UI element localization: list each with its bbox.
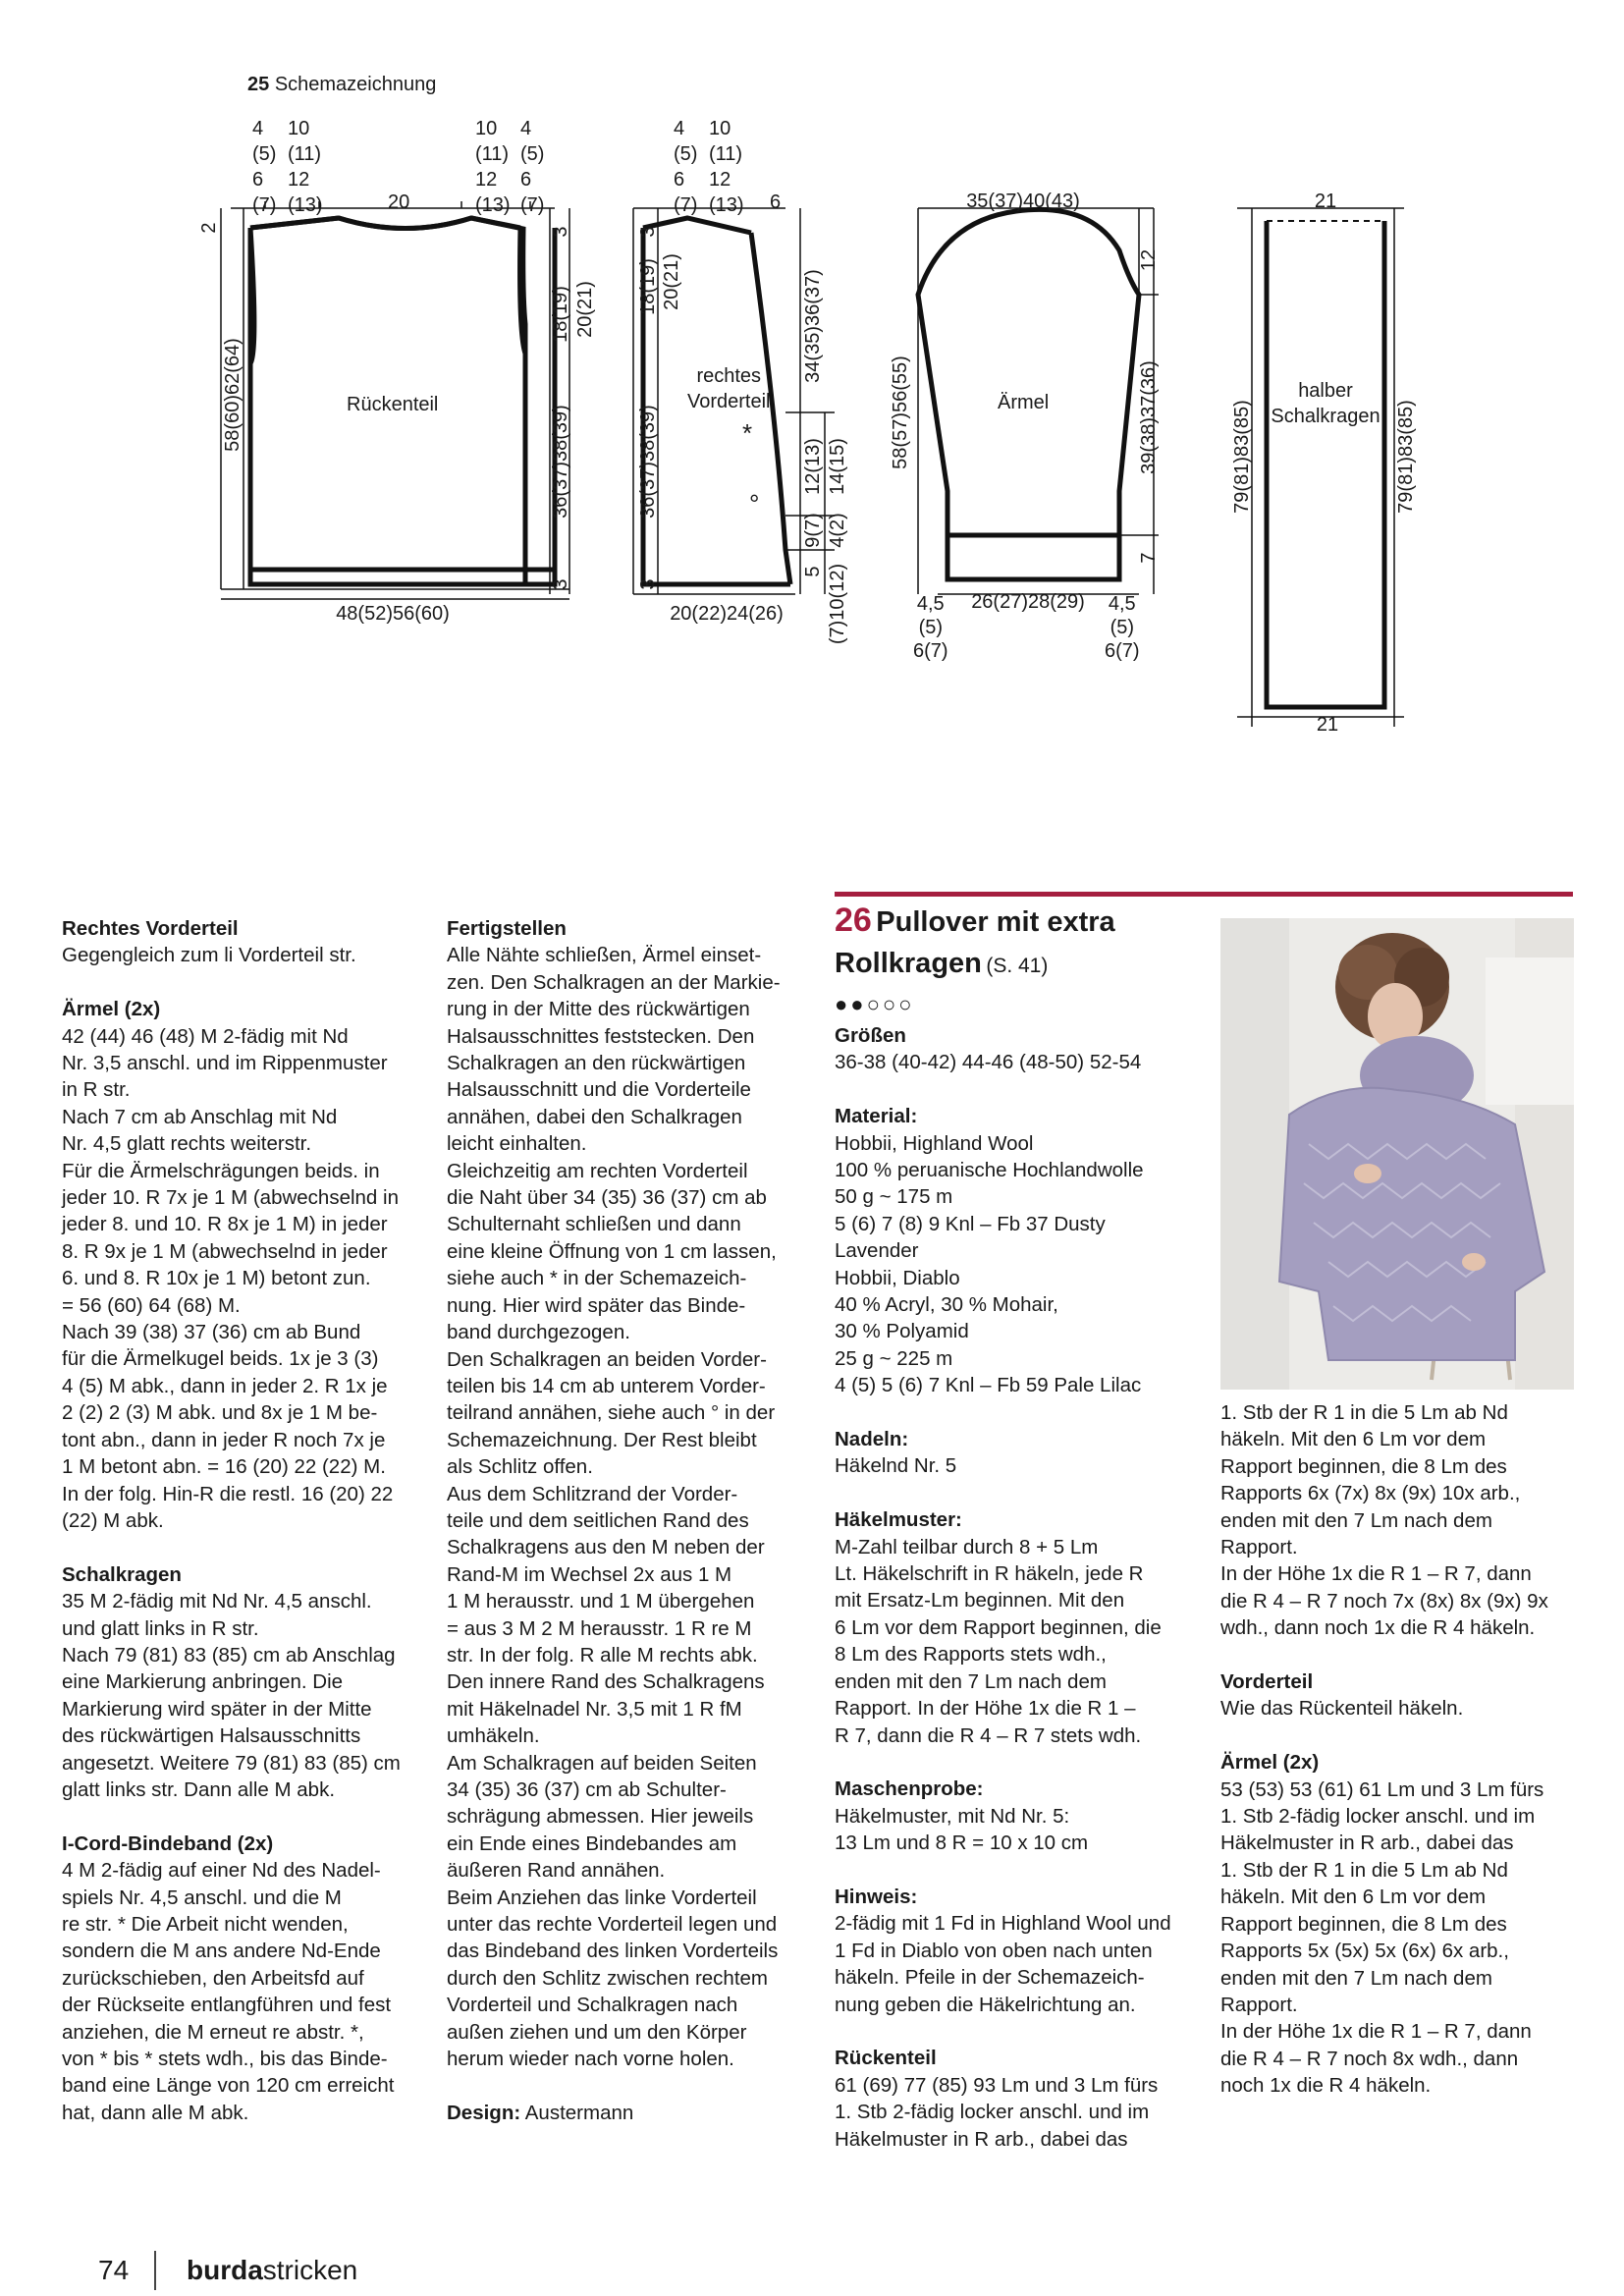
- text-line: 34 (35) 36 (37) cm ab Schulter-: [447, 1778, 727, 1801]
- text-line: Häkelmuster in R arb., dabei das: [1220, 1831, 1514, 1855]
- text-line: 36-38 (40-42) 44-46 (48-50) 52-54: [835, 1051, 1142, 1074]
- section-heading: Schalkragen: [62, 1562, 182, 1586]
- text-line: Häkelmuster in R arb., dabei das: [835, 2127, 1128, 2151]
- sleeve-bottom-right-labels: 4,5 (5) 6(7): [1105, 593, 1140, 662]
- text-line: in R str.: [62, 1078, 131, 1102]
- back-right-shoulder: [471, 218, 520, 228]
- text-line: durch den Schlitz zwischen rechtem: [447, 1966, 769, 1990]
- text-line: ein Ende eines Bindebandes am: [447, 1831, 737, 1855]
- brand-bold: burda: [187, 2255, 263, 2285]
- text-line: angesetzt. Weitere 79 (81) 83 (85) cm: [62, 1751, 401, 1775]
- text-line: 4 (5) M abk., dann in jeder 2. R 1x je: [62, 1374, 388, 1397]
- text-section: [1220, 1399, 1594, 1642]
- text-line: = 56 (60) 64 (68) M.: [62, 1293, 241, 1317]
- text-line: schrägung abmessen. Hier jeweils: [447, 1805, 754, 1829]
- text-line: Halsausschnittes feststecken. Den: [447, 1024, 755, 1048]
- text-line: von * bis * stets wdh., bis das Binde-: [62, 2048, 388, 2071]
- text-section: [835, 1776, 1208, 1856]
- text-line: Nr. 3,5 anschl. und im Rippenmuster: [62, 1052, 388, 1075]
- front-left-armhole2-label: 20(21): [661, 253, 682, 310]
- section-heading: Vorderteil: [1220, 1670, 1314, 1694]
- back-top-mid-label: 20: [388, 191, 410, 213]
- text-line: annähen, dabei den Schalkragen: [447, 1105, 742, 1128]
- text-line: Hobbii, Highland Wool: [835, 1131, 1034, 1155]
- text-section: [1220, 1668, 1594, 1722]
- text-line: herum wieder nach vorne holen.: [447, 2048, 734, 2071]
- collar-piece-label: halber Schalkragen: [1271, 380, 1380, 427]
- text-line: In der folg. Hin-R die restl. 16 (20) 22: [62, 1482, 394, 1505]
- front-star-mark: *: [742, 418, 753, 448]
- text-line: teile und dem seitlichen Rand des: [447, 1508, 749, 1532]
- text-line: 40 % Acryl, 30 % Mohair,: [835, 1293, 1058, 1317]
- text-line: 50 g ~ 175 m: [835, 1185, 953, 1209]
- text-line: Am Schalkragen auf beiden Seiten: [447, 1751, 757, 1775]
- text-line: 1 M betont abn. = 16 (20) 22 (22) M.: [62, 1455, 386, 1479]
- text-line: häkeln. Mit den 6 Lm vor dem: [1220, 1886, 1487, 1909]
- section-heading: I-Cord-Bindeband (2x): [62, 1831, 274, 1855]
- text-line: In der Höhe 1x die R 1 – R 7, dann: [1220, 2020, 1532, 2044]
- back-left-shoulder: [250, 218, 339, 228]
- photo-model: [1220, 918, 1574, 1390]
- text-line: die Naht über 34 (35) 36 (37) cm ab: [447, 1186, 767, 1210]
- text-column-3: [835, 1022, 1208, 2179]
- collar-left-label: 79(81)83(85): [1231, 400, 1253, 514]
- text-line: Gleichzeitig am rechten Vorderteil: [447, 1159, 748, 1182]
- text-line: außen ziehen und um den Körper: [447, 2020, 747, 2044]
- text-line: 8 Lm des Rapports stets wdh.,: [835, 1643, 1107, 1667]
- text-section: [835, 2045, 1208, 2153]
- text-line: 4 M 2-fädig auf einer Nd des Nadel-: [62, 1859, 381, 1883]
- text-line: Rand-M im Wechsel 2x aus 1 M: [447, 1562, 732, 1586]
- front-right-b1-label: 9(7): [802, 513, 824, 548]
- text-line: Rapports 6x (7x) 8x (9x) 10x arb.,: [1220, 1482, 1521, 1505]
- text-line: Schalkragen an den rückwärtigen: [447, 1052, 746, 1075]
- section-heading: Material:: [835, 1105, 918, 1128]
- text-section: [835, 1884, 1208, 2018]
- text-line: des rückwärtigen Halsausschnitts: [62, 1724, 361, 1748]
- text-line: 53 (53) 53 (61) 61 Lm und 3 Lm fürs: [1220, 1777, 1544, 1801]
- text-line: Rapports 5x (5x) 5x (6x) 6x arb.,: [1220, 1940, 1509, 1963]
- footer-divider: [154, 2251, 156, 2290]
- text-line: teilrand annähen, siehe auch ° in der: [447, 1401, 776, 1425]
- text-line: 2-fädig mit 1 Fd in Highland Wool und: [835, 1912, 1171, 1936]
- back-right-armhole-label: 18(19): [550, 286, 571, 343]
- back-piece-label: Rückenteil: [347, 394, 439, 415]
- text-line: eine kleine Öffnung von 1 cm lassen,: [447, 1239, 777, 1263]
- text-line: Gegengleich zum li Vorderteil str.: [62, 944, 356, 967]
- sleeve-bottom-mid-label: 26(27)28(29): [971, 591, 1085, 613]
- text-line: In der Höhe 1x die R 1 – R 7, dann: [1220, 1562, 1532, 1586]
- collar-top-label: 21: [1314, 191, 1337, 212]
- section-heading: Rechtes Vorderteil: [62, 917, 239, 940]
- text-section: [62, 1831, 435, 2126]
- text-line: als Schlitz offen.: [447, 1455, 593, 1479]
- text-line: = aus 3 M 2 M herausstr. 1 R re M: [447, 1616, 752, 1640]
- back-bottom-label: 48(52)56(60): [336, 603, 450, 625]
- front-right-d-label: (7)10(12): [827, 563, 848, 645]
- text-line: Häkelmuster, mit Nd Nr. 5:: [835, 1804, 1070, 1828]
- text-line: zen. Den Schalkragen an der Markie-: [447, 970, 781, 994]
- text-line: 5 (6) 7 (8) 9 Knl – Fb 37 Dusty: [835, 1212, 1106, 1235]
- text-line: das Bindeband des linken Vorderteils: [447, 1940, 779, 1963]
- text-line: band eine Länge von 120 cm erreicht: [62, 2074, 395, 2098]
- text-line: Für die Ärmelschrägungen beids. in: [62, 1159, 380, 1182]
- text-line: Schalkragens aus den M neben der: [447, 1536, 765, 1559]
- text-line: Den Schalkragen an beiden Vorder-: [447, 1347, 767, 1371]
- brand-rest: stricken: [262, 2255, 358, 2285]
- sleeve-label: Ärmel: [998, 392, 1050, 413]
- front-left-3a-label: 3: [637, 226, 659, 238]
- sleeve-left-label: 58(57)56(55): [890, 355, 911, 469]
- text-line: 1 Fd in Diablo von oben nach unten: [835, 1939, 1153, 1962]
- text-line: 1. Stb der R 1 in die 5 Lm ab Nd: [1220, 1401, 1508, 1424]
- text-line: enden mit den 7 Lm nach dem: [835, 1669, 1107, 1693]
- text-line: noch 1x die R 4 häkeln.: [1220, 2074, 1432, 2098]
- front-right-a1-label: 12(13): [802, 438, 824, 495]
- text-line: rung in der Mitte des rückwärtigen: [447, 998, 750, 1021]
- text-line: jeder 8. und 10. R 8x je 1 M) in jeder: [62, 1213, 388, 1236]
- text-section: [62, 996, 435, 1534]
- text-line: R 7, dann die R 4 – R 7 stets wdh.: [835, 1723, 1142, 1747]
- text-line: Aus dem Schlitzrand der Vorder-: [447, 1482, 738, 1505]
- front-right-seam-label: 34(35)36(37): [802, 269, 824, 383]
- text-line: Lt. Häkelschrift in R häkeln, jede R: [835, 1562, 1144, 1586]
- text-line: jeder 10. R 7x je 1 M (abwechselnd in: [62, 1186, 399, 1210]
- text-line: str. In der folg. R alle M rechts abk.: [447, 1643, 758, 1667]
- text-line: enden mit den 7 Lm nach dem: [1220, 1966, 1492, 1990]
- text-section: [1220, 1749, 1594, 2099]
- text-line: unter das rechte Vorderteil legen und: [447, 1913, 778, 1937]
- text-line: 13 Lm und 8 R = 10 x 10 cm: [835, 1831, 1089, 1855]
- text-line: häkeln. Mit den 6 Lm vor dem: [1220, 1428, 1487, 1451]
- text-line: Markierung wird später in der Mitte: [62, 1697, 372, 1721]
- front-left-3b-label: 3: [637, 578, 659, 590]
- sleeve-right-7-label: 7: [1138, 552, 1160, 564]
- pattern-26-divider: [835, 892, 1573, 897]
- text-line: eine Markierung anbringen. Die: [62, 1670, 344, 1694]
- text-section: [62, 1561, 435, 1804]
- pattern-page-ref: (S. 41): [986, 955, 1049, 977]
- back-top-right2-labels: 10 (11) 12 (13): [475, 118, 511, 216]
- text-line: 100 % peruanische Hochlandwolle: [835, 1159, 1144, 1182]
- photo-illustration: [1220, 918, 1574, 1390]
- text-section: [447, 915, 820, 2072]
- back-top-left2-labels: 10 (11) 12 (13): [288, 118, 323, 216]
- back-top-left-labels: 4 (5) 6 (7): [252, 118, 277, 216]
- text-line: 8. R 9x je 1 M (abwechselnd in jeder: [62, 1239, 388, 1263]
- text-line: Lavender: [835, 1239, 919, 1263]
- text-line: Schemazeichnung. Der Rest bleibt: [447, 1428, 757, 1451]
- text-line: sondern die M ans andere Nd-Ende: [62, 1940, 381, 1963]
- magazine-brand: [187, 2255, 357, 2286]
- front-top-6-label: 6: [770, 191, 782, 213]
- text-line: zurückschieben, den Arbeitsfd auf: [62, 1966, 364, 1990]
- front-right-b2-label: 4(2): [827, 513, 848, 548]
- text-line: die R 4 – R 7 noch 8x wdh., dann: [1220, 2047, 1519, 2070]
- text-line: Hobbii, Diablo: [835, 1266, 960, 1289]
- text-line: wdh., dann noch 1x die R 4 häkeln.: [1220, 1616, 1536, 1640]
- text-line: 35 M 2-fädig mit Nd Nr. 4,5 anschl.: [62, 1590, 372, 1613]
- text-line: umhäkeln.: [447, 1724, 540, 1748]
- front-shoulder: [643, 218, 751, 233]
- section-heading: Ärmel (2x): [62, 998, 161, 1021]
- text-line: glatt links str. Dann alle M abk.: [62, 1777, 336, 1801]
- front-right-c-label: 5: [802, 566, 824, 577]
- sleeve-bottom-left-labels: 4,5 (5) 6(7): [913, 593, 948, 662]
- text-line: 1. Stb 2-fädig locker anschl. und im: [835, 2101, 1150, 2124]
- text-line: Häkelnd Nr. 5: [835, 1454, 957, 1478]
- text-section: [835, 1506, 1208, 1749]
- text-line: tont abn., dann in jeder R noch 7x je: [62, 1428, 386, 1451]
- section-heading: Rückenteil: [835, 2047, 937, 2070]
- text-line: häkeln. Pfeile in der Schemazeich-: [835, 1966, 1145, 1990]
- text-line: spiels Nr. 4,5 anschl. und die M: [62, 1886, 342, 1909]
- front-right-a2-label: 14(15): [827, 438, 848, 495]
- text-line: Alle Nähte schließen, Ärmel einset-: [447, 944, 762, 967]
- collar-right-label: 79(81)83(85): [1395, 400, 1417, 514]
- section-heading: Hinweis:: [835, 1885, 918, 1908]
- sleeve-top-label: 35(37)40(43): [966, 191, 1080, 212]
- collar-bottom-label: 21: [1316, 714, 1339, 736]
- section-heading: Fertigstellen: [447, 917, 567, 940]
- text-line: 1. Stb der R 1 in die 5 Lm ab Nd: [1220, 1858, 1508, 1882]
- text-line: anziehen, die M erneut re abstr. *,: [62, 2020, 364, 2044]
- collar-outline: [1267, 221, 1384, 707]
- pattern-number: 26: [835, 902, 872, 939]
- text-line: enden mit den 7 Lm nach dem: [1220, 1508, 1492, 1532]
- text-column-2: [447, 915, 820, 2154]
- text-line: nung. Hier wird später das Binde-: [447, 1293, 746, 1317]
- text-line: 6 Lm vor dem Rapport beginnen, die: [835, 1615, 1162, 1639]
- text-line: teilen bis 14 cm ab unterem Vorder-: [447, 1374, 766, 1397]
- text-line: mit Ersatz-Lm beginnen. Mit den: [835, 1589, 1125, 1613]
- pattern-title-line2: Rollkragen: [835, 948, 982, 979]
- text-line: äußeren Rand annähen.: [447, 1859, 666, 1883]
- back-right-armhole2-label: 20(21): [574, 281, 596, 338]
- text-line: M-Zahl teilbar durch 8 + 5 Lm: [835, 1535, 1099, 1558]
- back-right-3b-label: 3: [550, 578, 571, 590]
- text-section: [835, 1022, 1208, 1076]
- text-line: 2 (2) 2 (3) M abk. und 8x je 1 M be-: [62, 1401, 378, 1425]
- front-piece-label: rechtes Vorderteil: [687, 365, 771, 412]
- front-top-left2-labels: 10 (11) 12 (13): [709, 118, 744, 216]
- text-line: Rapport.: [1220, 1536, 1298, 1559]
- page-number: 74: [98, 2255, 130, 2285]
- text-line: Schulternaht schließen und dann: [447, 1213, 741, 1236]
- section-heading: Nadeln:: [835, 1428, 909, 1451]
- text-line: Rapport beginnen, die 8 Lm des: [1220, 1912, 1507, 1936]
- inline-text: Austermann: [520, 2101, 634, 2124]
- sleeve-right-12-label: 12: [1138, 248, 1160, 272]
- text-line: 1 M herausstr. und 1 M übergehen: [447, 1590, 755, 1613]
- text-line: band durchgezogen.: [447, 1321, 630, 1344]
- text-line: 42 (44) 46 (48) M 2-fädig mit Nd: [62, 1024, 349, 1048]
- text-line: Nr. 4,5 glatt rechts weiterstr.: [62, 1132, 312, 1156]
- front-left-body-label: 36(37)38(39): [637, 405, 659, 519]
- sleeve-right-body-label: 39(38)37(36): [1138, 360, 1160, 474]
- back-right-3a-label: 3: [550, 226, 571, 238]
- text-line: Nach 7 cm ab Anschlag mit Nd: [62, 1105, 338, 1128]
- section-heading: Ärmel (2x): [1220, 1751, 1320, 1775]
- back-right-body-label: 36(37)38(39): [550, 405, 571, 519]
- text-line: die R 4 – R 7 noch 7x (8x) 8x (9x) 9x: [1220, 1589, 1548, 1613]
- text-line: Nach 39 (38) 37 (36) cm ab Bund: [62, 1321, 361, 1344]
- text-line: Wie das Rückenteil häkeln.: [1220, 1697, 1464, 1721]
- text-column-1: [62, 915, 435, 2154]
- text-line: Nach 79 (81) 83 (85) cm ab Anschlag: [62, 1643, 396, 1667]
- schematic-title-text: Schemazeichnung: [274, 74, 437, 95]
- text-line: der Rückseite entlangführen und fest: [62, 1994, 392, 2017]
- collar-dimension-lines: [1237, 208, 1404, 727]
- text-line: 61 (69) 77 (85) 93 Lm und 3 Lm fürs: [835, 2073, 1159, 2097]
- back-neckline: [339, 218, 471, 229]
- back-top-right-labels: 4 (5) 6 (7): [520, 118, 545, 216]
- section-heading: Größen: [835, 1024, 906, 1047]
- text-section: [447, 2100, 820, 2126]
- text-line: leicht einhalten.: [447, 1132, 587, 1156]
- text-line: 25 g ~ 225 m: [835, 1346, 953, 1370]
- text-line: 30 % Polyamid: [835, 1320, 969, 1343]
- schematic-number: 25: [247, 74, 270, 95]
- text-line: siehe auch * in der Schemazeich-: [447, 1267, 747, 1290]
- text-section: [62, 915, 435, 969]
- text-line: für die Ärmelkugel beids. 1x je 3 (3): [62, 1347, 379, 1371]
- text-line: Beim Anziehen das linke Vorderteil: [447, 1886, 757, 1909]
- inline-heading: Design:: [447, 2101, 521, 2124]
- front-bottom-label: 20(22)24(26): [670, 603, 784, 625]
- text-line: Rapport.: [1220, 1993, 1298, 2016]
- back-left-2-label: 2: [198, 222, 220, 234]
- text-line: hat, dann alle M abk.: [62, 2101, 249, 2124]
- text-line: re str. * Die Arbeit nicht wenden,: [62, 1912, 349, 1936]
- section-heading: Häkelmuster:: [835, 1508, 962, 1532]
- front-circle-mark: °: [749, 489, 760, 519]
- text-line: Den innere Rand des Schalkragens: [447, 1670, 765, 1694]
- text-line: und glatt links in R str.: [62, 1616, 259, 1640]
- text-line: 4 (5) 5 (6) 7 Knl – Fb 59 Pale Lilac: [835, 1374, 1142, 1397]
- front-left-armhole-label: 18(19): [637, 258, 659, 315]
- text-line: 6. und 8. R 10x je 1 M) betont zun.: [62, 1267, 371, 1290]
- section-heading: Maschenprobe:: [835, 1777, 984, 1801]
- text-section: [835, 1426, 1208, 1480]
- back-left-total-label: 58(60)62(64): [222, 338, 244, 452]
- text-line: Rapport beginnen, die 8 Lm des: [1220, 1454, 1507, 1478]
- text-line: nung geben die Häkelrichtung an.: [835, 1993, 1136, 2016]
- pattern-title-line1: Pullover mit extra: [876, 906, 1115, 938]
- text-line: Halsausschnitt und die Vorderteile: [447, 1078, 751, 1102]
- text-line: (22) M abk.: [62, 1508, 164, 1532]
- text-line: Rapport. In der Höhe 1x die R 1 –: [835, 1697, 1136, 1721]
- front-top-left-labels: 4 (5) 6 (7): [674, 118, 698, 216]
- text-section: [835, 1103, 1208, 1398]
- text-line: 1. Stb 2-fädig locker anschl. und im: [1220, 1805, 1536, 1829]
- difficulty-rating: ●●○○○: [835, 992, 915, 1016]
- text-column-4: [1220, 1399, 1594, 2126]
- text-line: mit Häkelnadel Nr. 3,5 mit 1 R fM: [447, 1697, 742, 1721]
- text-line: Vorderteil und Schalkragen nach: [447, 1994, 738, 2017]
